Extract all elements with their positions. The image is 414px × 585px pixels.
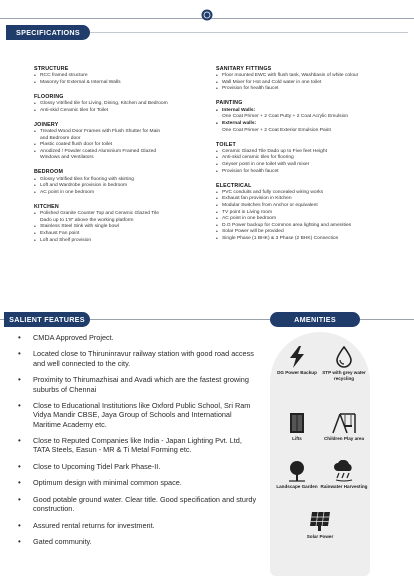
rain-cloud-icon [332, 460, 356, 482]
spec-item: • Exhaust fan provision in Kitchen [216, 196, 401, 203]
spec-item: • Modular Switches from Anchor or equivalent [216, 203, 401, 210]
lightning-icon [288, 346, 306, 368]
amenity-label: Lifts [292, 436, 302, 441]
feature-item: • Close to Upcoming Tidel Park Phase-II. [18, 462, 258, 471]
spec-section-title: TOILET [216, 141, 236, 148]
feature-item: • CMDA Approved Project. [18, 333, 258, 342]
spec-item: • Stainless Steel Sink with single bowl [34, 224, 204, 231]
spec-item: • Internal Walls: [216, 108, 401, 115]
spec-item: • Floor mounted EWC with flush tank, Washbasin of white colour [216, 73, 401, 80]
feature-item: • Close to Educational Institutions like Oxford Public School, Sri Ram Vidya Mandir CBSE, Jaya Group of Schools and International Maritime Academy etc. [18, 401, 258, 429]
amenity-label: Solar Power [306, 534, 334, 539]
specifications-banner [6, 25, 90, 40]
spec-item: • Anodized / Powder coated Aluminium Framed Glazed [34, 149, 204, 156]
amenity-stp [320, 346, 368, 381]
spec-item: • Anti-skid Ceramic tiles for Toilet [34, 108, 204, 115]
amenity-label: Children Play area [323, 436, 365, 441]
spec-section-title: ELECTRICAL [216, 182, 252, 189]
feature-item: • Assured rental returns for investment. [18, 521, 258, 530]
spec-item: • Ceramic Glazed Tile Dado up to Five feet Height [216, 149, 401, 156]
spec-section-list [34, 211, 204, 244]
feature-item: • Gated community. [18, 537, 258, 546]
spec-section-title: STRUCTURE [34, 66, 69, 72]
specifications-rule [90, 32, 408, 33]
spec-item: • AC point in one bedroom [216, 216, 401, 223]
feature-item: • Close to Reputed Companies like India - Japan Lighting Pvt. Ltd, TATA Steels, Easun - MR & Ti Metal Forming etc. [18, 436, 258, 455]
spec-section-list [34, 129, 204, 162]
spec-item: • RCC framed structure [34, 73, 204, 80]
spec-section-title: JOINERY [34, 121, 59, 128]
spec-section-title: PAINTING [216, 100, 243, 107]
water-drop-icon [335, 346, 353, 368]
spec-item: • TV point in Living room [216, 210, 401, 217]
amenity-rainwater-harvesting [320, 460, 368, 490]
spec-item: • Single Phase (1 BHK) & 3 Phase (2 BHK) Connection [216, 236, 401, 243]
spec-item: • Glossy Vitrified tiles for flooring with skirting [34, 177, 204, 184]
feature-item: • Optimum design with minimal common space. [18, 478, 258, 487]
spec-section-list [34, 101, 204, 114]
feature-item: • Located close to Thiruninravur railway station with good road access and well connected to the city. [18, 349, 258, 368]
salient-features-banner [4, 312, 90, 327]
feature-item: • Good potable ground water. Clear title. Good specification and sturdy construction. [18, 495, 258, 514]
spec-item: • Provision for health faucet [216, 86, 401, 93]
spec-item: One Coat Primer + 2 Coat Putty + 2 Coat Acrylic Emulsion [222, 114, 349, 120]
spec-item: Windows and Ventilators [40, 155, 94, 161]
spec-section-title: KITCHEN [34, 203, 59, 210]
spec-section-title: FLOORING [34, 93, 64, 100]
amenity-solar-power [296, 510, 344, 540]
spec-item: • Treated Wood Door Frames with Flush Shutter for Main [34, 129, 204, 136]
amenity-label: Rainwater Harvesting [320, 484, 368, 489]
salient-features-list [18, 333, 258, 554]
spec-section-title: SANITARY FITTINGS [216, 66, 272, 72]
spec-item: • Wall Mixer for Hot and Cold water in one toilet [216, 80, 401, 87]
spec-item: • Plastic coated flush door for toilet [34, 142, 204, 149]
spec-item: • Masonry for External & Internal Walls [34, 80, 204, 87]
spec-item: • Anti-skid ceramic tiles for flooring [216, 155, 401, 162]
spec-item: • Solar Power will be provided [216, 229, 401, 236]
spec-item: • Polished Granite Counter Top and Ceramic Glazed Tile [34, 211, 204, 218]
spec-item: • Geyser point in one toilet with wall mixer [216, 162, 401, 169]
spec-item: • AC point in one bedroom [34, 190, 204, 197]
feature-item: • Proximity to Thirumazhisai and Avadi which are the fastest growing suburbs of Chennai [18, 375, 258, 394]
amenity-landscape-garden [274, 460, 320, 490]
spec-item: Dado up to 1'8" above the working platform [40, 217, 134, 223]
amenity-label: DG Power Backup [277, 370, 317, 375]
spec-item: • PVC conduits and fully concealed wiring works [216, 190, 401, 197]
specifications-heading: SPECIFICATIONS [16, 28, 80, 37]
divider-ornament-icon [201, 9, 213, 21]
specifications-right-column [216, 66, 401, 243]
spec-item: • D.G Power backup for Common area lighting and amenities [216, 223, 401, 230]
spec-section-list [34, 73, 204, 86]
amenity-label: Landscape Garden [276, 484, 318, 489]
specifications-left-column [34, 66, 204, 244]
salient-features-heading: SALIENT FEATURES [9, 315, 85, 324]
solar-panel-icon [308, 510, 332, 532]
tree-icon [286, 460, 308, 482]
spec-item: • Provision for health faucet [216, 169, 401, 176]
spec-section-list [216, 73, 401, 93]
spec-section-list [34, 177, 204, 197]
spec-item: • Loft and Shelf provision [34, 238, 204, 245]
spec-section-title: BEDROOM [34, 169, 64, 176]
spec-item: • Glossy Vitrified tile for Living, Dining, Kitchen and Bedroom [34, 101, 204, 108]
amenity-lifts [274, 412, 320, 442]
spec-item: • Loft and Wardrobe provision in bedroom [34, 183, 204, 190]
spec-section-list [216, 149, 401, 175]
spec-item: • External walls: [216, 121, 401, 128]
spec-section-list [216, 190, 401, 243]
children-play-icon [331, 412, 357, 434]
spec-item: • Exhaust Fan point [34, 231, 204, 238]
amenity-label: STP with grey water recycling [322, 370, 366, 381]
spec-section-list [216, 108, 401, 134]
amenities-panel [270, 332, 370, 576]
amenity-children-play [320, 412, 368, 442]
amenities-banner [270, 312, 360, 327]
amenity-dg-power-backup [274, 346, 320, 376]
amenities-heading: AMENITIES [294, 315, 336, 324]
spec-item: and Bedroom door [40, 135, 81, 141]
lift-icon [289, 412, 305, 434]
spec-item: One Coat Primer + 2 Coat Exterior Emulsion Paint [222, 127, 331, 133]
